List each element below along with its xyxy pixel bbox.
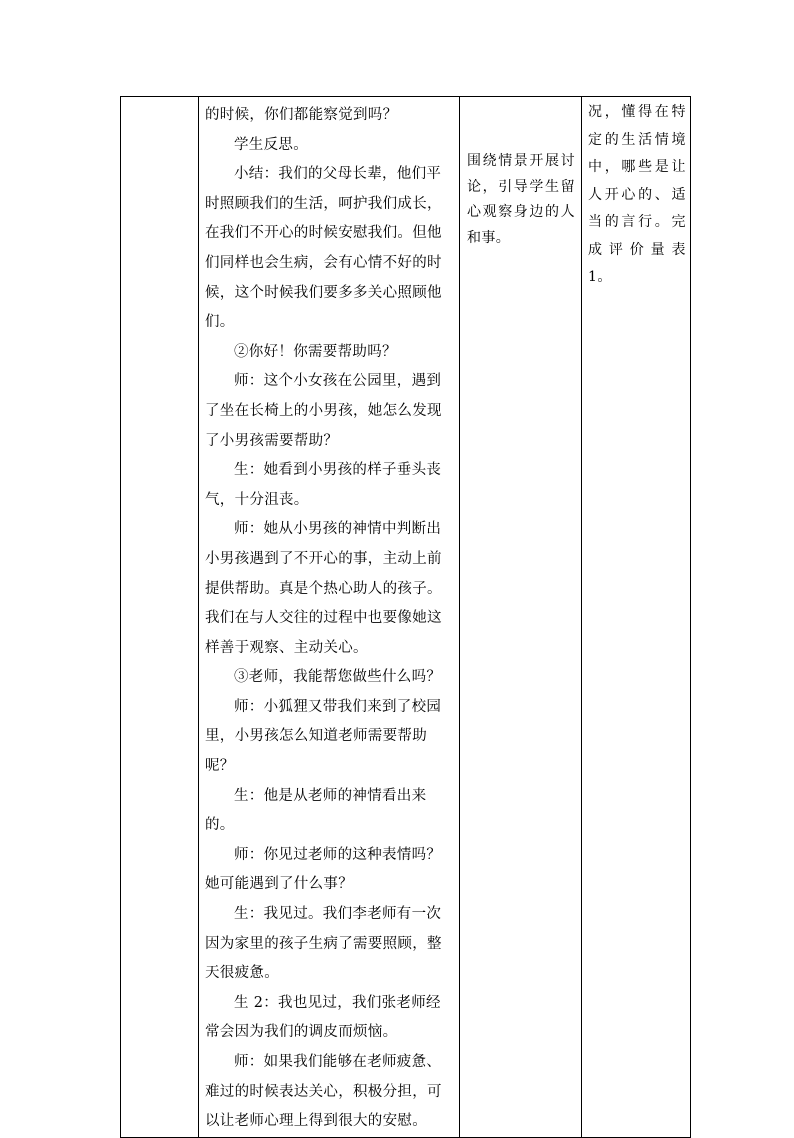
paragraph: 师：如果我们能够在老师疲惫、难过的时候表达关心，积极分担，可以让老师心理上得到很大的安慰。	[205, 1054, 442, 1130]
paragraph: 生：她看到小男孩的样子垂头丧气，十分沮丧。	[205, 462, 442, 508]
paragraph: 生 2：我也见过，我们张老师经常会因为我们的调皮而烦恼。	[205, 994, 441, 1041]
teaching-process-cell	[199, 97, 460, 1138]
design-intent-cell	[460, 97, 582, 1138]
paragraph: 师：这个小女孩在公园里，遇到了坐在长椅上的小男孩，她怎么发现了小男孩需要帮助？	[205, 373, 442, 449]
paragraph: 的时候，你们都能察觉到吗？	[205, 107, 398, 123]
paragraph: ③老师，我能帮您做些什么吗？	[234, 669, 442, 686]
paragraph: 小结：我们的父母长辈，他们平时照顾我们的生活，呵护我们成长， 在我们不开心的时候安慰我们。但他们同样也会生病，会有心情不好的时候，这个时候我们要多多关心照顾他们。	[205, 166, 442, 331]
paragraph: ②你好！你需要帮助吗？	[234, 343, 397, 360]
evaluation-cell	[582, 97, 691, 1138]
section-cell	[121, 97, 199, 1138]
paragraph: 学生反思。	[234, 136, 308, 153]
paragraph: 师：你见过老师的这种表情吗？她可能遇到了什么事？	[205, 846, 442, 893]
design-intent-text: 围绕情景开展讨论，引导学生留心观察身边的人和事。	[467, 153, 575, 246]
evaluation-text: 况，懂得在特定的生活情境中，哪些是让人开心的、适当的言行。完成评价量表 1。	[588, 104, 686, 285]
paragraph: 生：他是从老师的神情看出来的。	[205, 787, 427, 834]
paragraph: 生：我见过。我们李老师有一次因为家里的孩子生病了需要照顾，整天很疲惫。	[205, 906, 442, 982]
table-row	[121, 97, 691, 1138]
paragraph: 师：她从小男孩的神情中判断出小男孩遇到了不开心的事，主动上前提供帮助。真是个热心助人的孩子。我们在与人交往的过程中也要像她这样善于观察、主动关心。	[205, 521, 442, 656]
paragraph: 师：小狐狸又带我们来到了校园里，小男孩怎么知道老师需要帮助呢？	[205, 698, 442, 775]
lesson-plan-table	[120, 96, 691, 1138]
